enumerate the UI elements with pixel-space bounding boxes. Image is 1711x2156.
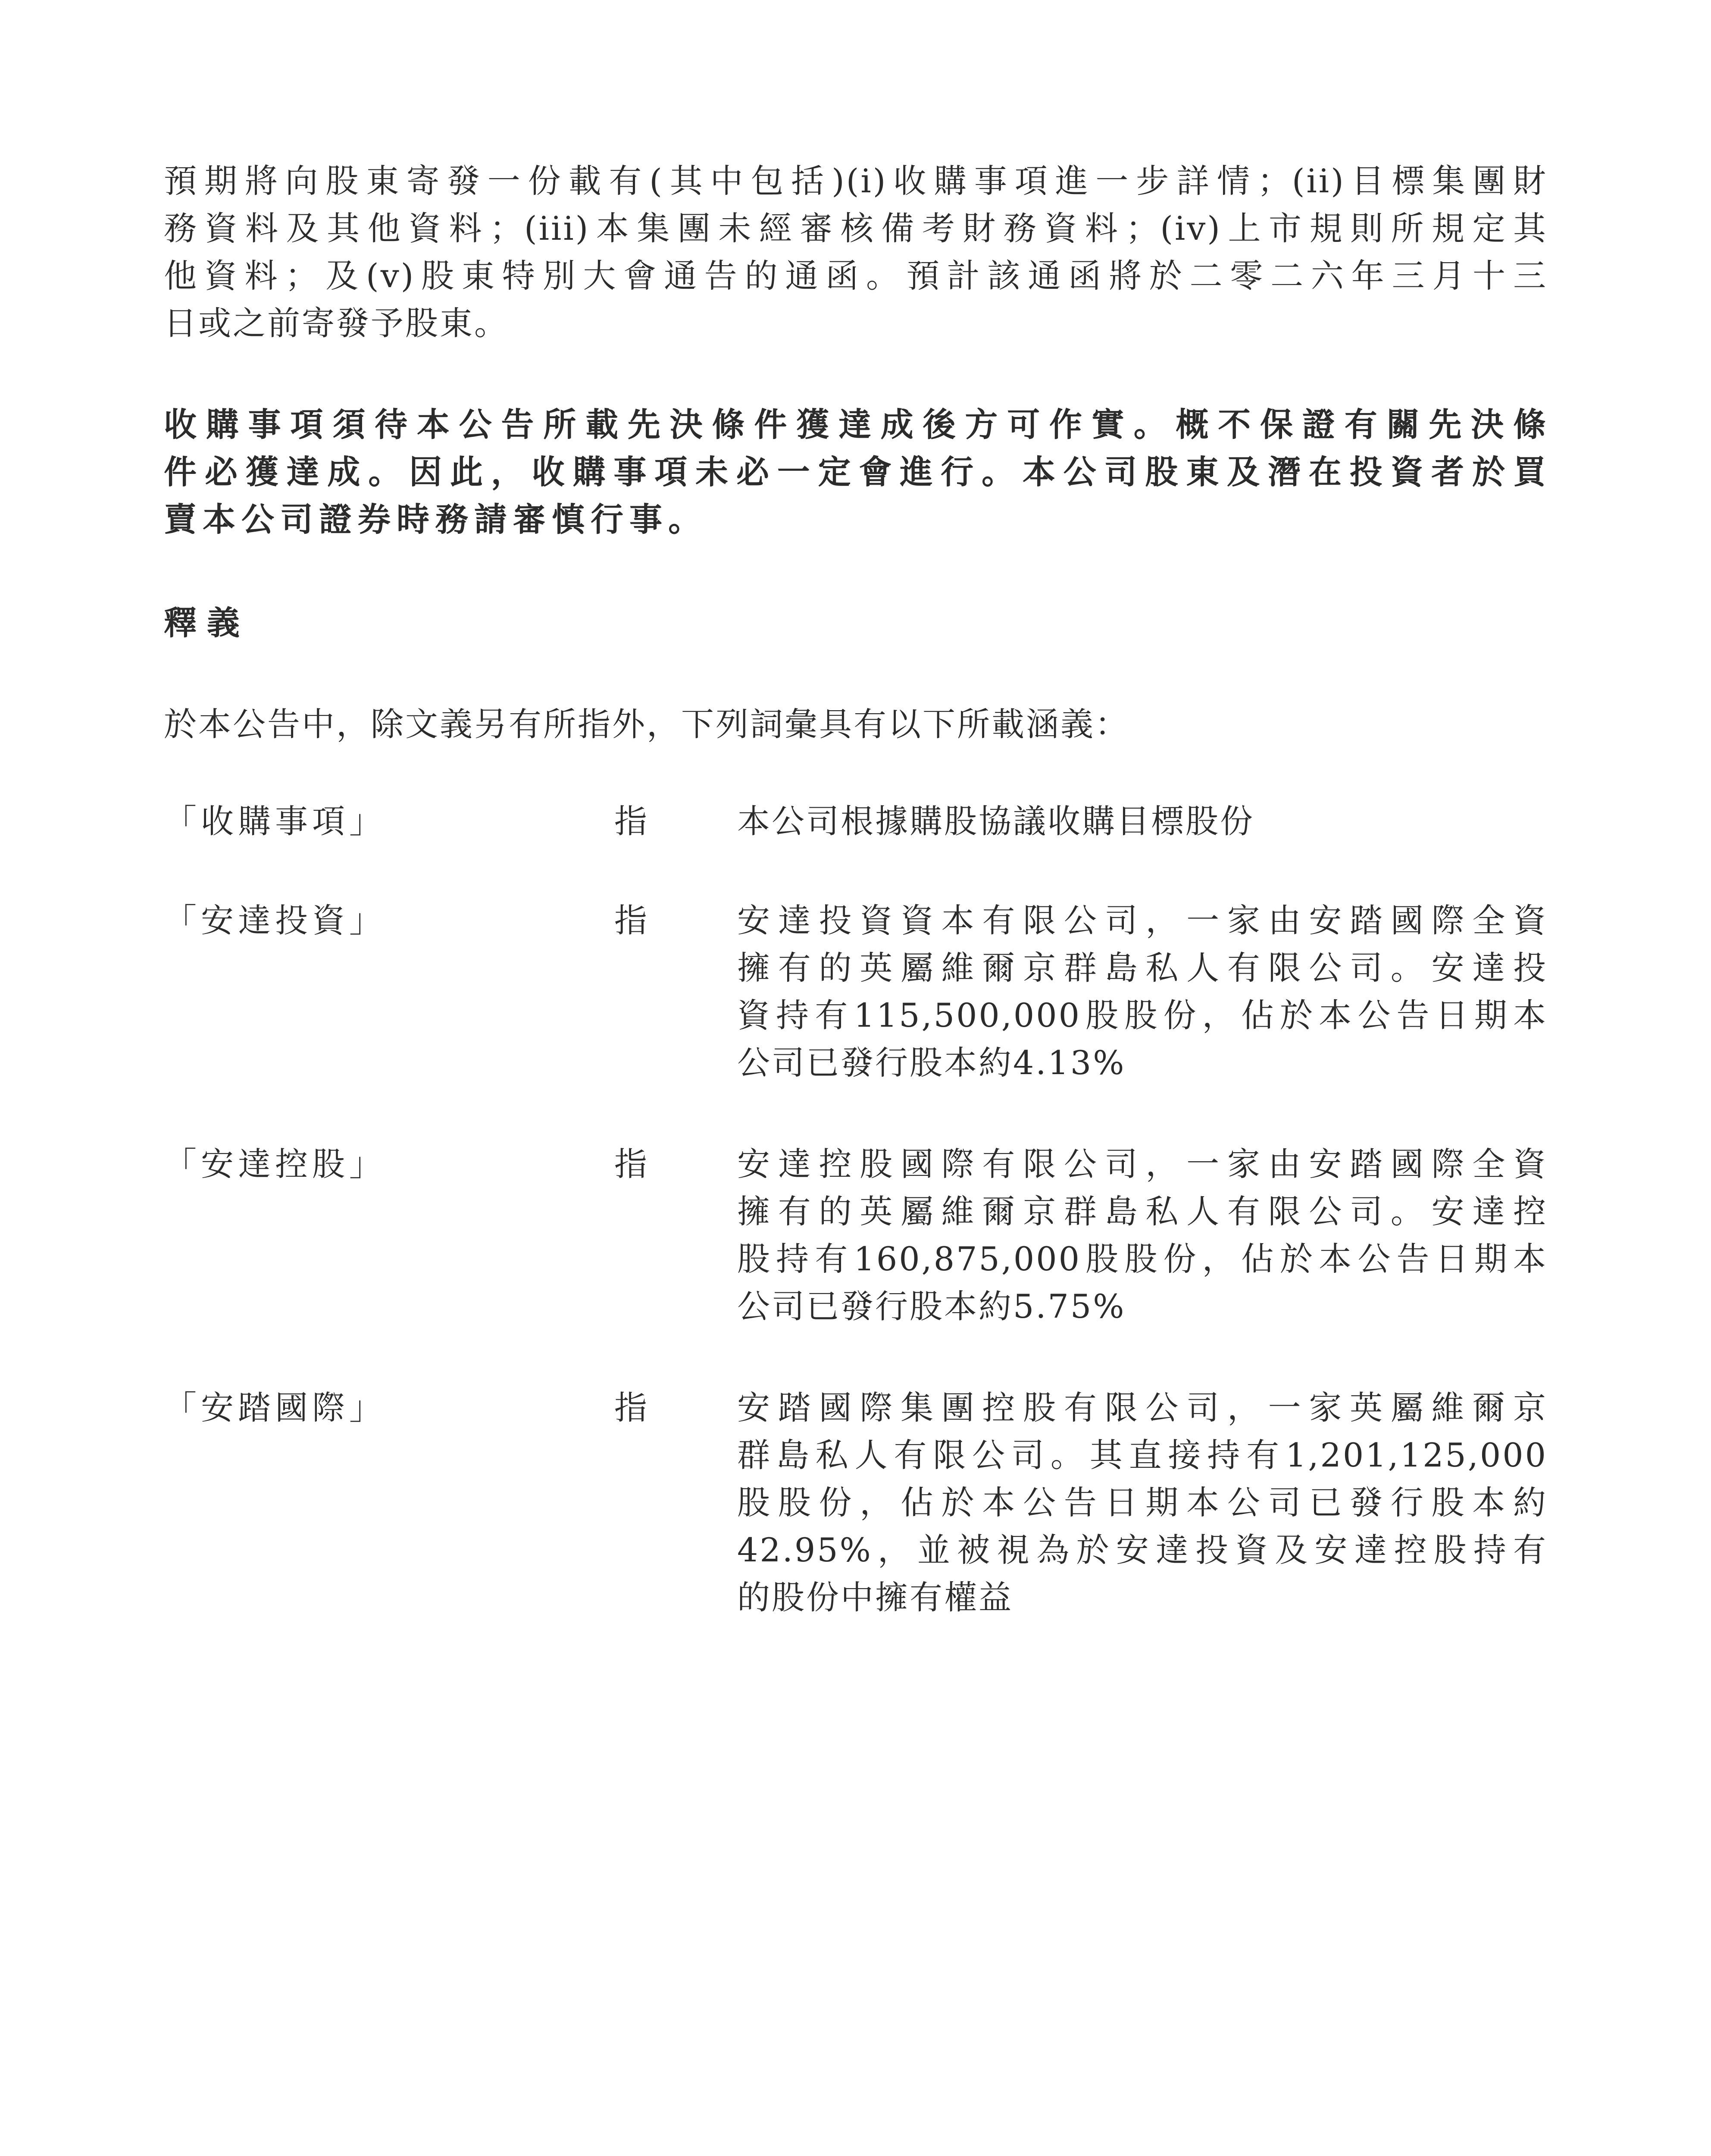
definition-means: 指	[614, 1145, 647, 1183]
definitions-heading: 釋義	[164, 604, 250, 642]
definition-text-line: 的股份中擁有權益	[737, 1578, 1013, 1617]
definition-text-line: 公司已發行股本約5.75%	[737, 1287, 1126, 1326]
definition-text-line: 本公司根據購股協議收購目標股份	[737, 802, 1254, 840]
definition-term: 「安達投資」	[164, 901, 386, 940]
definition-means: 指	[614, 1388, 647, 1427]
definition-text-line: 資持有115,500,000股股份，佔於本公告日期本	[737, 996, 1548, 1034]
warning-line: 賣本公司證券時務請審慎行事。	[164, 500, 707, 539]
definition-text-line: 群島私人有限公司。其直接持有1,201,125,000	[737, 1436, 1548, 1474]
definition-means: 指	[614, 901, 647, 940]
definition-text-line: 股持有160,875,000股股份，佔於本公告日期本	[737, 1240, 1548, 1278]
definition-means: 指	[614, 802, 647, 840]
definition-term: 「收購事項」	[164, 802, 386, 840]
paragraph-line: 預期將向股東寄發一份載有(其中包括)(i)收購事項進一步詳情；(ii)目標集團財	[164, 162, 1548, 200]
definition-text-line: 42.95%，並被視為於安達投資及安達控股持有	[737, 1531, 1548, 1569]
definition-text-line: 安踏國際集團控股有限公司，一家英屬維爾京	[737, 1388, 1548, 1427]
warning-line: 收購事項須待本公告所載先決條件獲達成後方可作實。概不保證有關先決條	[164, 405, 1548, 444]
paragraph-line: 日或之前寄發予股東。	[164, 304, 509, 342]
warning-line: 件必獲達成。因此，收購事項未必一定會進行。本公司股東及潛在投資者於買	[164, 453, 1548, 491]
definition-text-line: 安達控股國際有限公司，一家由安踏國際全資	[737, 1145, 1548, 1183]
paragraph-line: 他資料；及(v)股東特別大會通告的通函。預計該通函將於二零二六年三月十三	[164, 257, 1548, 295]
definition-text-line: 股股份，佔於本公告日期本公司已發行股本約	[737, 1483, 1548, 1522]
definition-text-line: 安達投資資本有限公司，一家由安踏國際全資	[737, 901, 1548, 940]
definition-term: 「安達控股」	[164, 1145, 386, 1183]
definition-term: 「安踏國際」	[164, 1388, 386, 1427]
definition-text-line: 公司已發行股本約4.13%	[737, 1044, 1126, 1082]
definitions-intro: 於本公告中，除文義另有所指外，下列詞彙具有以下所載涵義：	[164, 705, 1129, 743]
definition-text-line: 擁有的英屬維爾京群島私人有限公司。安達控	[737, 1192, 1548, 1231]
definition-text-line: 擁有的英屬維爾京群島私人有限公司。安達投	[737, 949, 1548, 987]
paragraph-line: 務資料及其他資料；(iii)本集團未經審核備考財務資料；(iv)上市規則所規定其	[164, 209, 1548, 248]
